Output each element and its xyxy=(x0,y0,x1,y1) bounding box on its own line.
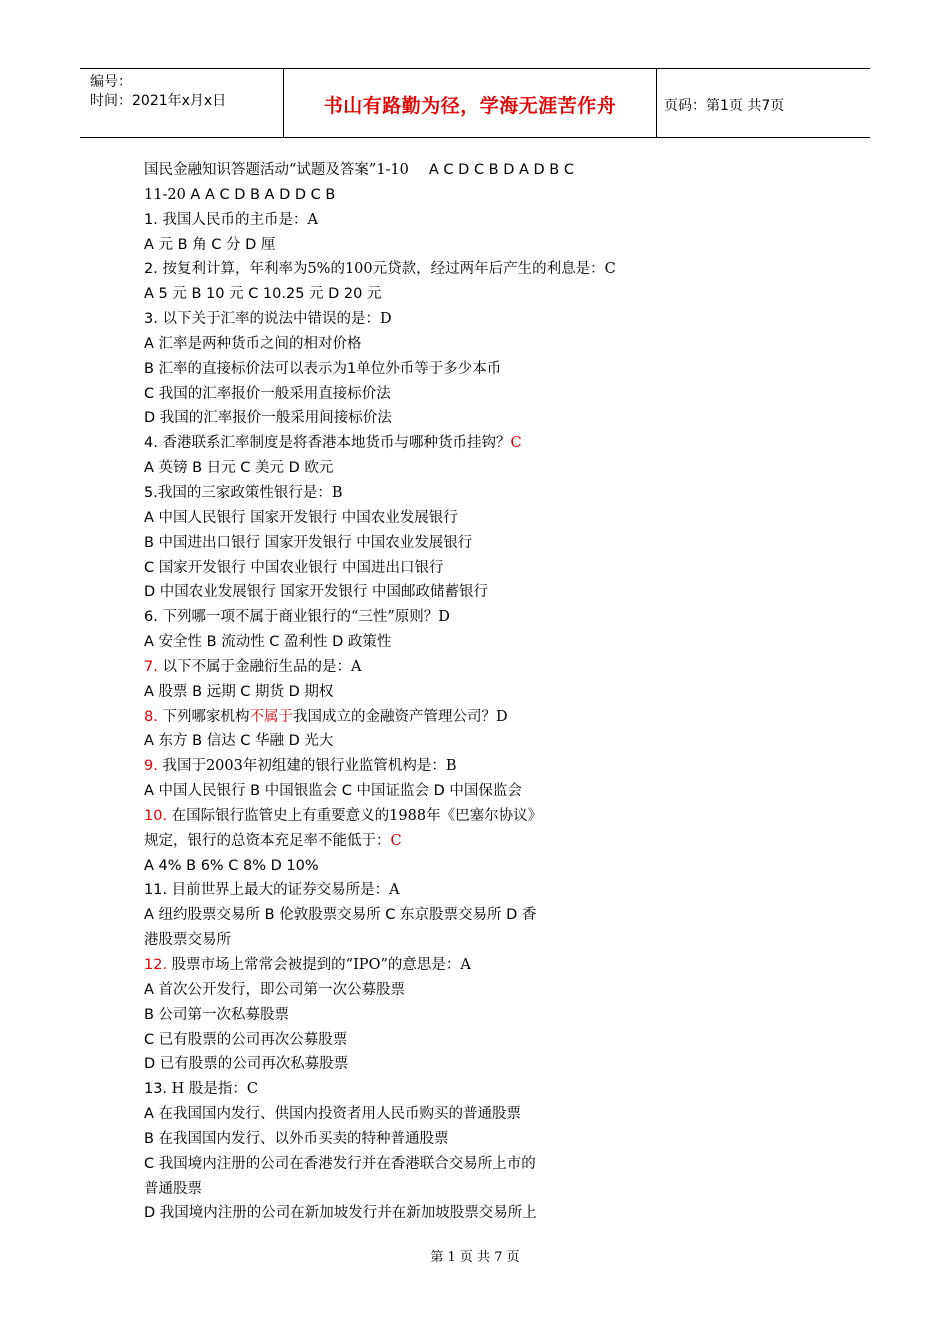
question-text: 我国成立的金融资产管理公司？D xyxy=(292,708,508,725)
question-text: 以下关于汇率的说法中错误的是：D xyxy=(162,311,392,328)
document-date: 时间：2021年x月x日 xyxy=(90,93,227,109)
option-a: A 首次公开发行，即公司第一次公募股票 xyxy=(144,981,406,998)
page-footer: 第 1 页 共 7 页 xyxy=(430,1250,520,1265)
question-text: 我国人民币的主币是：A xyxy=(162,211,318,228)
option-d: D 我国的汇率报价一般采用间接标价法 xyxy=(144,410,392,427)
option-d: D 中国农业发展银行 国家开发银行 中国邮政储蓄银行 xyxy=(144,584,488,601)
header-divider xyxy=(656,69,657,137)
question-text: 按复利计算，年利率为5%的100元贷款，经过两年后产生的利息是：C xyxy=(162,261,616,278)
answers-11-20-label: 11-20 xyxy=(144,186,191,203)
option-b: B 公司第一次私募股票 xyxy=(144,1006,290,1023)
question-1 xyxy=(144,208,664,233)
answers-1-10: A C D C B D A D B C xyxy=(428,162,574,178)
question-6-options: A 安全性 B 流动性 C 盈利性 D 政策性 xyxy=(144,634,392,651)
question-2-options: A 5 元 B 10 元 C 10.25 元 D 20 元 xyxy=(144,286,382,303)
question-3 xyxy=(144,307,664,332)
question-text: 下列哪家机构 xyxy=(162,708,250,725)
question-5 xyxy=(144,481,664,506)
answers-line-1 xyxy=(144,158,664,183)
question-text: 我国的三家政策性银行是：B xyxy=(157,484,343,501)
question-text: 目前世界上最大的证券交易所是：A xyxy=(171,882,400,899)
question-12 xyxy=(144,953,664,978)
question-number: 4. xyxy=(144,435,158,452)
question-number: 5. xyxy=(144,484,158,501)
question-number: 8. xyxy=(144,708,158,725)
document-number: 编号： xyxy=(90,74,132,90)
question-number: 9. xyxy=(144,758,158,775)
question-text: 在国际银行监管史上有重要意义的1988年《巴塞尔协议》 xyxy=(171,807,543,824)
question-text: 下列哪一项不属于商业银行的“三性”原则？D xyxy=(162,609,450,626)
option-d: D 已有股票的公司再次私募股票 xyxy=(144,1056,349,1073)
page-header xyxy=(80,68,870,138)
option-a: A 中国人民银行 国家开发银行 中国农业发展银行 xyxy=(144,509,458,526)
option-c: C 我国的汇率报价一般采用直接标价法 xyxy=(144,385,391,402)
question-13 xyxy=(144,1077,664,1102)
question-10-options: A 4% B 6% C 8% D 10% xyxy=(144,857,319,874)
question-10 xyxy=(144,804,664,829)
question-9 xyxy=(144,754,664,779)
question-8-options: A 东方 B 信达 C 华融 D 光大 xyxy=(144,733,334,750)
question-number: 11. xyxy=(144,882,168,899)
question-number: 7. xyxy=(144,658,158,675)
question-11-options: A 纽约股票交易所 B 伦敦股票交易所 C 东京股票交易所 D 香 xyxy=(144,907,537,924)
question-number: 12. xyxy=(144,957,168,973)
question-text: 股票市场上常常会被提到的“IPO”的意思是：A xyxy=(171,957,471,973)
answer-highlight: C xyxy=(510,435,522,452)
question-7-options: A 股票 B 远期 C 期货 D 期权 xyxy=(144,683,334,700)
question-text-highlight: 不属于 xyxy=(249,708,293,725)
question-number: 6. xyxy=(144,609,158,626)
quiz-title: 国民金融知识答题活动“试题及答案”1-10 xyxy=(144,162,409,178)
header-meta xyxy=(90,73,226,111)
question-8 xyxy=(144,705,664,730)
option-c: C 已有股票的公司再次公募股票 xyxy=(144,1031,348,1048)
option-c: C 我国境内注册的公司在香港发行并在香港联合交易所上市的 xyxy=(144,1155,536,1172)
option-c: C 国家开发银行 中国农业银行 中国进出口银行 xyxy=(144,559,444,576)
question-number: 2. xyxy=(144,261,158,278)
option-b: B 在我国国内发行、以外币买卖的特种普通股票 xyxy=(144,1130,449,1147)
header-page-info: 页码：第1页 共7页 xyxy=(664,98,785,114)
question-7 xyxy=(144,655,664,680)
header-motto: 书山有路勤为径，学海无涯苦作舟 xyxy=(323,95,617,117)
option-b: B 中国进出口银行 国家开发银行 中国农业发展银行 xyxy=(144,534,473,551)
question-11-options-continued: 港股票交易所 xyxy=(144,932,231,949)
question-6 xyxy=(144,605,664,630)
question-text: 我国于2003年初组建的银行业监管机构是：B xyxy=(162,758,457,775)
question-2 xyxy=(144,257,664,282)
document-body xyxy=(144,158,664,1226)
question-text: 规定，银行的总资本充足率不能低于： xyxy=(144,832,391,849)
question-text: 香港联系汇率制度是将香港本地货币与哪种货币挂钩？ xyxy=(162,435,511,452)
question-text: H 股是指：C xyxy=(171,1081,259,1098)
question-number: 13. xyxy=(144,1081,168,1098)
option-c-continued: 普通股票 xyxy=(144,1180,202,1197)
option-b: B 汇率的直接标价法可以表示为1单位外币等于多少本币 xyxy=(144,360,502,377)
answers-11-20: A A C D B A D D C B xyxy=(190,186,336,203)
question-number: 1. xyxy=(144,211,158,228)
question-4 xyxy=(144,431,664,456)
question-10-continued xyxy=(144,829,664,854)
question-4-options: A 英镑 B 日元 C 美元 D 欧元 xyxy=(144,460,334,477)
question-number: 10. xyxy=(144,807,168,824)
option-a: A 汇率是两种货币之间的相对价格 xyxy=(144,335,362,352)
question-9-options: A 中国人民银行 B 中国银监会 C 中国证监会 D 中国保监会 xyxy=(144,783,522,800)
answers-line-2 xyxy=(144,183,664,208)
option-a: A 在我国国内发行、供国内投资者用人民币购买的普通股票 xyxy=(144,1106,522,1123)
question-1-options: A 元 B 角 C 分 D 厘 xyxy=(144,236,276,253)
question-text: 以下不属于金融衍生品的是：A xyxy=(162,658,362,675)
question-11 xyxy=(144,878,664,903)
question-number: 3. xyxy=(144,311,158,328)
answer-highlight: C xyxy=(390,832,402,849)
option-d: D 我国境内注册的公司在新加坡发行并在新加坡股票交易所上 xyxy=(144,1205,537,1222)
